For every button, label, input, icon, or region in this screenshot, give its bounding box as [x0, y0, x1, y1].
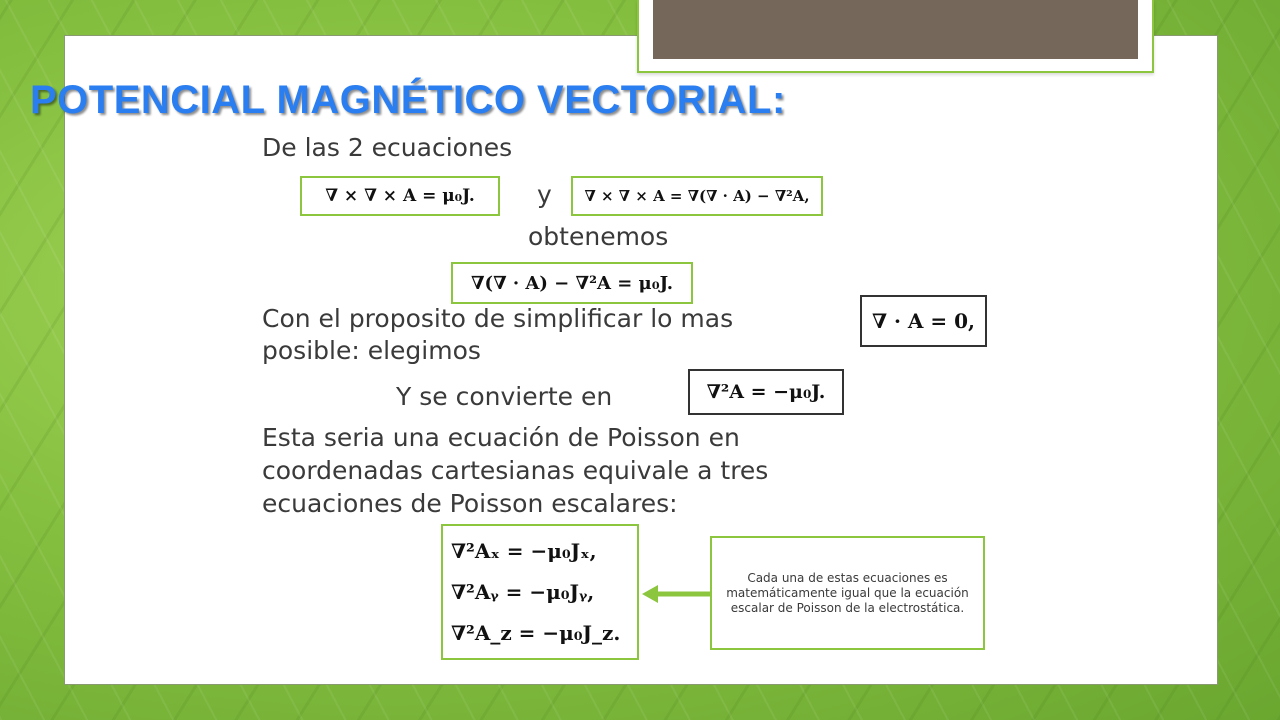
- poisson-text-line-1: Esta seria una ecuación de Poisson en: [262, 423, 740, 452]
- equation-combined: ∇(∇ · A) − ∇²A = μ₀J.: [451, 262, 693, 304]
- intro-text: De las 2 ecuaciones: [262, 133, 513, 162]
- equation-ax: ∇²Aₓ = −μ₀Jₓ,: [451, 538, 597, 563]
- equation-gauge: ∇ · A = 0,: [860, 295, 987, 347]
- photo-placeholder: [653, 0, 1138, 59]
- and-text: y: [537, 180, 552, 209]
- purpose-text-line-2: posible: elegimos: [262, 336, 481, 365]
- slide-title: POTENCIAL MAGNÉTICO VECTORIAL:: [30, 78, 786, 122]
- poisson-text-line-2: coordenadas cartesianas equivale a tres: [262, 456, 769, 485]
- equation-components: [441, 524, 639, 660]
- becomes-text: Y se convierte en: [396, 382, 613, 411]
- equation-az: ∇²A_z = −μ₀J_z.: [451, 621, 621, 646]
- obtain-text: obtenemos: [528, 222, 669, 251]
- equation-result: ∇²A = −μ₀J.: [688, 369, 844, 415]
- arrow-left-icon: [640, 582, 712, 606]
- equation-ay: ∇²Aᵧ = −μ₀Jᵧ,: [451, 579, 595, 604]
- equation-identity: ∇ × ∇ × A = ∇(∇ · A) − ∇²A,: [571, 176, 823, 216]
- note-box: Cada una de estas ecuaciones es matemáticamente igual que la ecuación escalar de Poisson de la electrostática.: [710, 536, 985, 650]
- equation-curl-curl: ∇ × ∇ × A = μ₀J.: [300, 176, 500, 216]
- photo-frame: [637, 0, 1154, 73]
- poisson-text-line-3: ecuaciones de Poisson escalares:: [262, 489, 678, 518]
- purpose-text-line-1: Con el proposito de simplificar lo mas: [262, 304, 734, 333]
